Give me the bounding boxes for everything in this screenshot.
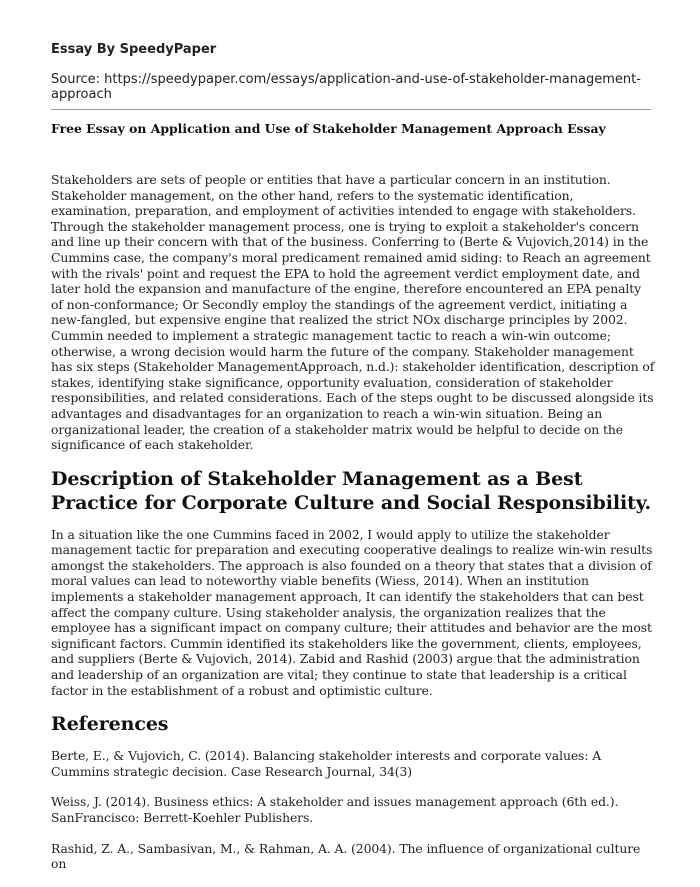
section-heading: Description of Stakeholder Management as a Best Practice for Corporate Culture and Social Responsibility. xyxy=(51,467,652,514)
reference-item: Rashid, Z. A., Sambasivan, M., & Rahman, A. A. (2004). The influence of organizational culture on xyxy=(51,840,641,872)
brand-label: Essay By SpeedyPaper xyxy=(51,42,217,57)
reference-item: Berte, E., & Vujovich, C. (2014). Balancing stakeholder interests and corporate values: A Cummins strategic decision. Case Research Journal, 34(3) xyxy=(51,748,602,779)
intro-paragraph: Stakeholders are sets of people or entities that have a particular concern in an institution. Stakeholder management, on the other hand, refers to the systematic identification, examination, preparation, and employment of activities intended to engage with stakeholders. Through the stakeholder management process, one is trying to exploit a stakeholder's concern and line up their concern with that of the business. Conferring to (Berte & Vujovich,2014) in the Cummins case, the company's moral predicament remained amid siding: to Reach an agreement with the rivals' point and request the EPA to hold the agreement verdict employment date, and later hold the expansion and manufacture of the engine, therefore encountered an EPA penalty of non-conformance; Or Secondly employ the standings of the agreement verdict, initiating a new-fangled, but expensive engine that realized the strict NOx discharge principles by 2002. Cummin needed to implement a strategic management tactic to reach a win-win outcome; otherwise, a wrong decision would harm the future of the company. Stakeholder management has six steps (Stakeholder ManagementApproach, n.d.): stakeholder identification, description of stakes, identifying stake significance, opportunity evaluation, consideration of stakeholder responsibilities, and related considerations. Each of the steps ought to be discussed alongside its advantages and disadvantages for an organization to reach a win-win situation. Being an organizational leader, the creation of a stakeholder matrix would be helpful to decide on the significance of each stakeholder. xyxy=(51,172,655,453)
references-heading: References xyxy=(51,713,169,736)
header-divider xyxy=(51,109,651,110)
essay-title: Free Essay on Application and Use of Stakeholder Management Approach Essay xyxy=(51,121,606,136)
source-line[interactable]: Source: https://speedypaper.com/essays/application-and-use-of-stakeholder-management-approach xyxy=(51,72,641,102)
essay-body xyxy=(51,172,655,887)
section-paragraph: In a situation like the one Cummins faced in 2002, I would apply to utilize the stakeholder management tactic for preparation and executing cooperative dealings to realize win-win results amongst the stakeholders. The approach is also founded on a theory that states that a division of moral values can lead to noteworthy viable benefits (Wiess, 2014). When an institution implements a stakeholder management approach, It can identify the stakeholders that can best affect the company culture. Using stakeholder analysis, the organization realizes that the employee has a significant impact on company culture; their attitudes and behavior are the most significant factors. Cummin identified its stakeholders like the government, clients, employees, and suppliers (Berte & Vujovich, 2014). Zabid and Rashid (2003) argue that the administration and leadership of an organization are vital; they continue to state that leadership is a critical factor in the establishment of a robust and optimistic culture. xyxy=(51,526,653,698)
reference-item: Weiss, J. (2014). Business ethics: A stakeholder and issues management approach (6th ed.). SanFrancisco: Berrett-Koehler Publishers. xyxy=(51,794,619,825)
